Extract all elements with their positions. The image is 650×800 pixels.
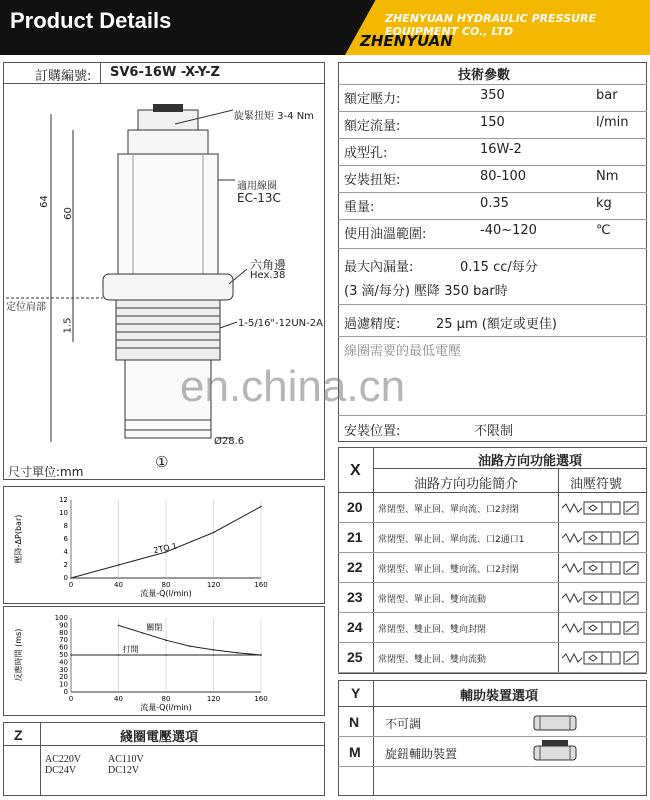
chart-annotation: 2TO 1 [152,541,178,556]
y-tick-label: 12 [59,496,68,504]
series-point [189,645,191,647]
hydraulic-symbol-icon [562,590,642,606]
y-tick-label: 20 [59,673,68,682]
port-marker: ① [155,453,169,471]
y-tick-label: 30 [59,665,68,674]
coil-min-voltage: 線圈需要的最低電壓 [344,344,462,359]
x-tick-label: 160 [254,581,268,589]
spec-label: 額定壓力: [344,92,401,107]
hydraulic-symbol-icon [562,560,642,576]
y-tick-label: 90 [59,621,68,630]
x-option-desc: 常閉型、雙止回、雙向封閉 [378,625,487,635]
filter-value: 25 μm (額定或更佳) [436,317,557,332]
series-point [236,652,238,654]
y-key: Y [351,685,361,701]
spec-value: 80-100 [480,169,527,184]
install-label: 安裝位置: [344,424,401,439]
spec-label: 成型孔: [344,146,388,161]
x-tick-label: 120 [206,695,221,703]
series-label: 關閉 [146,622,163,632]
series-point [260,506,262,508]
x-tick-label: 0 [68,695,74,703]
y-title: 輔助裝置選項 [460,689,539,704]
hex-label: 六角邊 [250,258,287,272]
x-title: 油路方向功能選項 [478,454,583,469]
series-point [118,625,120,627]
y-tick-label: 50 [59,651,68,659]
series-label: 打開 [122,645,139,654]
spec-unit: Nm [596,169,619,184]
x-tick-label: 120 [206,581,221,589]
leak-value: 0.15 cc/每分 [460,260,538,275]
x-col-desc: 油路方向功能簡介 [414,477,519,492]
y-tick-label: 2 [63,561,68,569]
page-title: Product Details [10,8,172,33]
hydraulic-symbol-icon [562,500,642,516]
x-tick-label: 160 [254,695,268,703]
y-tick-label: 0 [63,688,68,696]
hydraulic-symbol-icon [562,530,642,546]
torque-note: 旋緊扭矩 3-4 Nm [234,111,314,122]
x-col-symbol: 油壓符號 [570,477,623,492]
spec-value: 0.35 [480,196,509,211]
y-axis-label: 壓降-ΔP(bar) [14,514,23,564]
unit-note: 尺寸單位:mm [8,465,84,479]
y-axis-label: 反應時間 (ms) [14,628,23,682]
coil-label: 適用線圈 [237,181,277,192]
x-key: X [350,462,361,479]
voltage-dc12: DC12V [108,765,140,776]
series-point [260,654,262,656]
series-line [119,622,262,655]
hydraulic-symbol-icon [562,620,642,636]
spec-value: 16W-2 [480,142,522,157]
spec-label: 安裝扭矩: [344,173,401,188]
spec-label: 額定流量: [344,119,401,134]
series-point [165,639,167,641]
series-point [213,649,215,651]
y-tick-label: 10 [59,680,68,689]
series-point [70,577,72,579]
spec-value: 150 [480,115,505,130]
spec-label: 重量: [344,200,375,215]
y-tick-label: 10 [59,509,68,517]
voltage-ac220: AC220V [45,754,82,765]
watermark: en.china.cn [180,362,406,411]
x-option-code: 23 [347,589,363,605]
positioning-label: 定位肩部 [6,302,46,313]
x-tick-label: 40 [114,695,123,703]
x-option-code: 22 [347,559,363,575]
x-tick-label: 80 [161,581,171,589]
x-tick-label: 40 [114,581,123,589]
x-option-code: 21 [347,529,363,545]
x-axis-label: 流量-Q(l/min) [140,703,192,712]
x-tick-label: 0 [68,581,74,589]
y-tick-label: 8 [63,522,68,530]
x-option-desc: 常閉型、單止回、雙向流、口2封閉 [378,565,519,575]
thread-icon [116,300,220,360]
specs-title: 技術參數 [458,68,511,83]
pressure-drop-chart [3,486,325,604]
series-point [165,654,167,656]
leak-line2: (3 滴/每分) 壓降 350 bar時 [344,284,508,299]
y-option-code: N [349,714,360,730]
hex-size: Hex.38 [250,270,286,281]
spec-label: 使用油溫範圍: [344,227,427,242]
y-option-code: M [349,744,361,760]
spec-unit: ℃ [596,223,611,238]
y-tick-label: 70 [59,636,68,645]
diameter-label: Ø28.6 [214,436,245,447]
series-point [118,564,120,566]
dim-60: 60 [62,207,74,220]
company-name: ZHENYUAN HYDRAULIC PRESSURE EQUIPMENT CO., LTD [385,12,596,38]
filter-label: 過濾精度: [344,317,401,332]
y-option-desc: 不可調 [385,717,422,731]
y-tick-label: 60 [59,643,68,652]
series-point [70,654,72,656]
series-point [213,654,215,656]
x-option-desc: 常閉型、單止回、單向流、口2通口1 [378,535,525,545]
leak-label: 最大內漏量: [344,260,414,275]
x-tick-label: 80 [161,695,171,703]
adjust-knob-icon [530,740,580,764]
y-tick-label: 80 [59,628,68,637]
y-tick-label: 4 [63,548,68,556]
x-option-desc: 常閉型、單止回、單向流、口2封閉 [378,505,519,515]
series-point [141,632,143,634]
series-point [213,532,215,534]
x-option-code: 25 [347,649,363,665]
series-point [118,654,120,656]
x-option-code: 20 [347,499,363,515]
order-label: 訂購編號: [35,69,92,84]
spec-value: -40~120 [480,223,537,238]
spec-unit: l/min [596,115,629,130]
y-tick-label: 40 [59,658,68,667]
y-tick-label: 0 [63,574,68,582]
brand-logo: ZHENYUAN [360,32,453,50]
spec-unit: kg [596,196,612,211]
x-option-desc: 常閉型、單止回、雙向流動 [378,595,487,605]
order-code: SV6-16W -X-Y-Z [110,65,220,80]
dim-64: 64 [38,195,50,208]
y-tick-label: 100 [54,614,68,622]
voltage-ac110: AC110V [108,754,144,765]
y-tick-label: 6 [63,535,68,543]
thread-spec: 1-5/16"-12UN-2A [238,318,323,329]
x-option-code: 24 [347,619,363,635]
z-title: 綫圈電壓選項 [120,730,199,745]
x-option-desc: 常閉型、雙止回、雙向流動 [378,655,487,665]
spec-unit: bar [596,88,618,103]
response-time-chart [3,606,325,716]
hydraulic-symbol-icon [562,650,642,666]
install-value: 不限制 [474,424,514,439]
hex-nut-icon [103,274,233,300]
adjust-knob-icon [530,710,580,734]
coil-cap-icon [128,130,208,154]
coil-model: EC-13C [237,191,281,205]
voltage-dc24: DC24V [45,765,77,776]
spec-value: 350 [480,88,505,103]
knob-top-icon [153,104,183,112]
valve-drawing [3,84,325,480]
knob-icon [138,110,198,130]
dim-1-5: 1.5 [62,317,74,334]
y-option-desc: 旋鈕輔助裝置 [385,747,458,761]
x-axis-label: 流量-Q(l/min) [140,589,192,598]
z-key: Z [14,727,23,743]
